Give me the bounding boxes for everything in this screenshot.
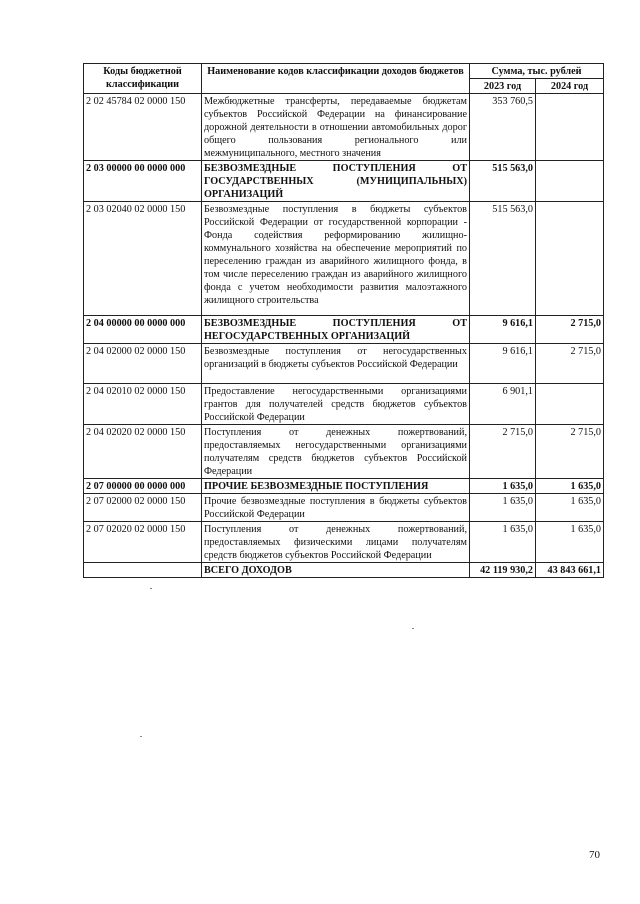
page-number: 70	[589, 849, 600, 861]
row-value-2024: 2 715,0	[536, 344, 604, 384]
row-name: БЕЗВОЗМЕЗДНЫЕ ПОСТУПЛЕНИЯ ОТ ГОСУДАРСТВЕННЫХ (МУНИЦИПАЛЬНЫХ) ОРГАНИЗАЦИЙ	[202, 161, 470, 202]
row-value-2024	[536, 202, 604, 316]
row-name: Межбюджетные трансферты, передаваемые бюджетам субъектов Российской Федерации на финансирование дорожной деятельности в отношении автомобильных дорог общего пользования регионального или межмуниципального, местного значения	[202, 94, 470, 161]
table-row-section	[84, 161, 604, 202]
row-code: 2 07 02000 02 0000 150	[84, 494, 202, 522]
table-row	[84, 425, 604, 479]
table-row	[84, 522, 604, 563]
row-value-2023: 9 616,1	[470, 316, 536, 344]
table-row	[84, 384, 604, 425]
row-value-2023: 6 901,1	[470, 384, 536, 425]
total-value-2023: 42 119 930,2	[470, 563, 536, 578]
row-name: БЕЗВОЗМЕЗДНЫЕ ПОСТУПЛЕНИЯ ОТ НЕГОСУДАРСТВЕННЫХ ОРГАНИЗАЦИЙ	[202, 316, 470, 344]
row-value-2024: 1 635,0	[536, 494, 604, 522]
header-year-2024: 2024 год	[536, 79, 604, 94]
scan-speck	[140, 736, 142, 737]
row-value-2023: 9 616,1	[470, 344, 536, 384]
row-code: 2 07 02020 02 0000 150	[84, 522, 202, 563]
row-name: Прочие безвозмездные поступления в бюджеты субъектов Российской Федерации	[202, 494, 470, 522]
row-name: Поступления от денежных пожертвований, предоставляемых негосударственными организациями получателям средств бюджетов субъектов Российской Федерации	[202, 425, 470, 479]
row-code: 2 04 02000 02 0000 150	[84, 344, 202, 384]
table-row-section	[84, 316, 604, 344]
row-value-2023: 515 563,0	[470, 202, 536, 316]
row-name: Предоставление негосударственными организациями грантов для получателей средств бюджетов субъектов Российской Федерации	[202, 384, 470, 425]
row-name: Поступления от денежных пожертвований, предоставляемых физическими лицами получателям средств бюджетов субъектов Российской Федерации	[202, 522, 470, 563]
table-row-section	[84, 479, 604, 494]
row-name: Безвозмездные поступления в бюджеты субъектов Российской Федерации от государственной корпорации - Фонда содействия реформированию жилищно-коммунального хозяйства на обеспечение мероприятий по переселению граждан из аварийного жилищного фонда, в том числе переселению граждан из аварийного жилищного фонда с учетом необходимости развития малоэтажного жилищного строительства	[202, 202, 470, 316]
row-value-2024: 2 715,0	[536, 425, 604, 479]
table-row	[84, 202, 604, 316]
row-code: 2 07 00000 00 0000 000	[84, 479, 202, 494]
total-code-empty	[84, 563, 202, 578]
table-row	[84, 344, 604, 384]
total-row	[84, 563, 604, 578]
row-value-2024: 1 635,0	[536, 522, 604, 563]
row-name: ПРОЧИЕ БЕЗВОЗМЕЗДНЫЕ ПОСТУПЛЕНИЯ	[202, 479, 470, 494]
row-value-2024	[536, 94, 604, 161]
table-row	[84, 494, 604, 522]
row-value-2023: 1 635,0	[470, 494, 536, 522]
header-codes: Коды бюджетной классификации	[84, 64, 202, 94]
row-code: 2 04 00000 00 0000 000	[84, 316, 202, 344]
row-name: Безвозмездные поступления от негосударственных организаций в бюджеты субъектов Российской Федерации	[202, 344, 470, 384]
row-value-2023: 1 635,0	[470, 522, 536, 563]
header-year-2023: 2023 год	[470, 79, 536, 94]
row-value-2024: 2 715,0	[536, 316, 604, 344]
row-code: 2 02 45784 02 0000 150	[84, 94, 202, 161]
row-code: 2 03 00000 00 0000 000	[84, 161, 202, 202]
row-value-2024: 1 635,0	[536, 479, 604, 494]
row-value-2023: 1 635,0	[470, 479, 536, 494]
header-sum: Сумма, тыс. рублей	[470, 64, 604, 79]
row-code: 2 04 02010 02 0000 150	[84, 384, 202, 425]
row-value-2024	[536, 161, 604, 202]
table-row	[84, 94, 604, 161]
scan-speck	[412, 628, 414, 629]
scan-speck	[150, 588, 152, 589]
revenue-table	[83, 63, 604, 578]
row-code: 2 03 02040 02 0000 150	[84, 202, 202, 316]
row-value-2023: 2 715,0	[470, 425, 536, 479]
row-value-2023: 515 563,0	[470, 161, 536, 202]
total-label: ВСЕГО ДОХОДОВ	[202, 563, 470, 578]
header-name: Наименование кодов классификации доходов бюджетов	[202, 64, 470, 94]
row-code: 2 04 02020 02 0000 150	[84, 425, 202, 479]
row-value-2024	[536, 384, 604, 425]
row-value-2023: 353 760,5	[470, 94, 536, 161]
total-value-2024: 43 843 661,1	[536, 563, 604, 578]
